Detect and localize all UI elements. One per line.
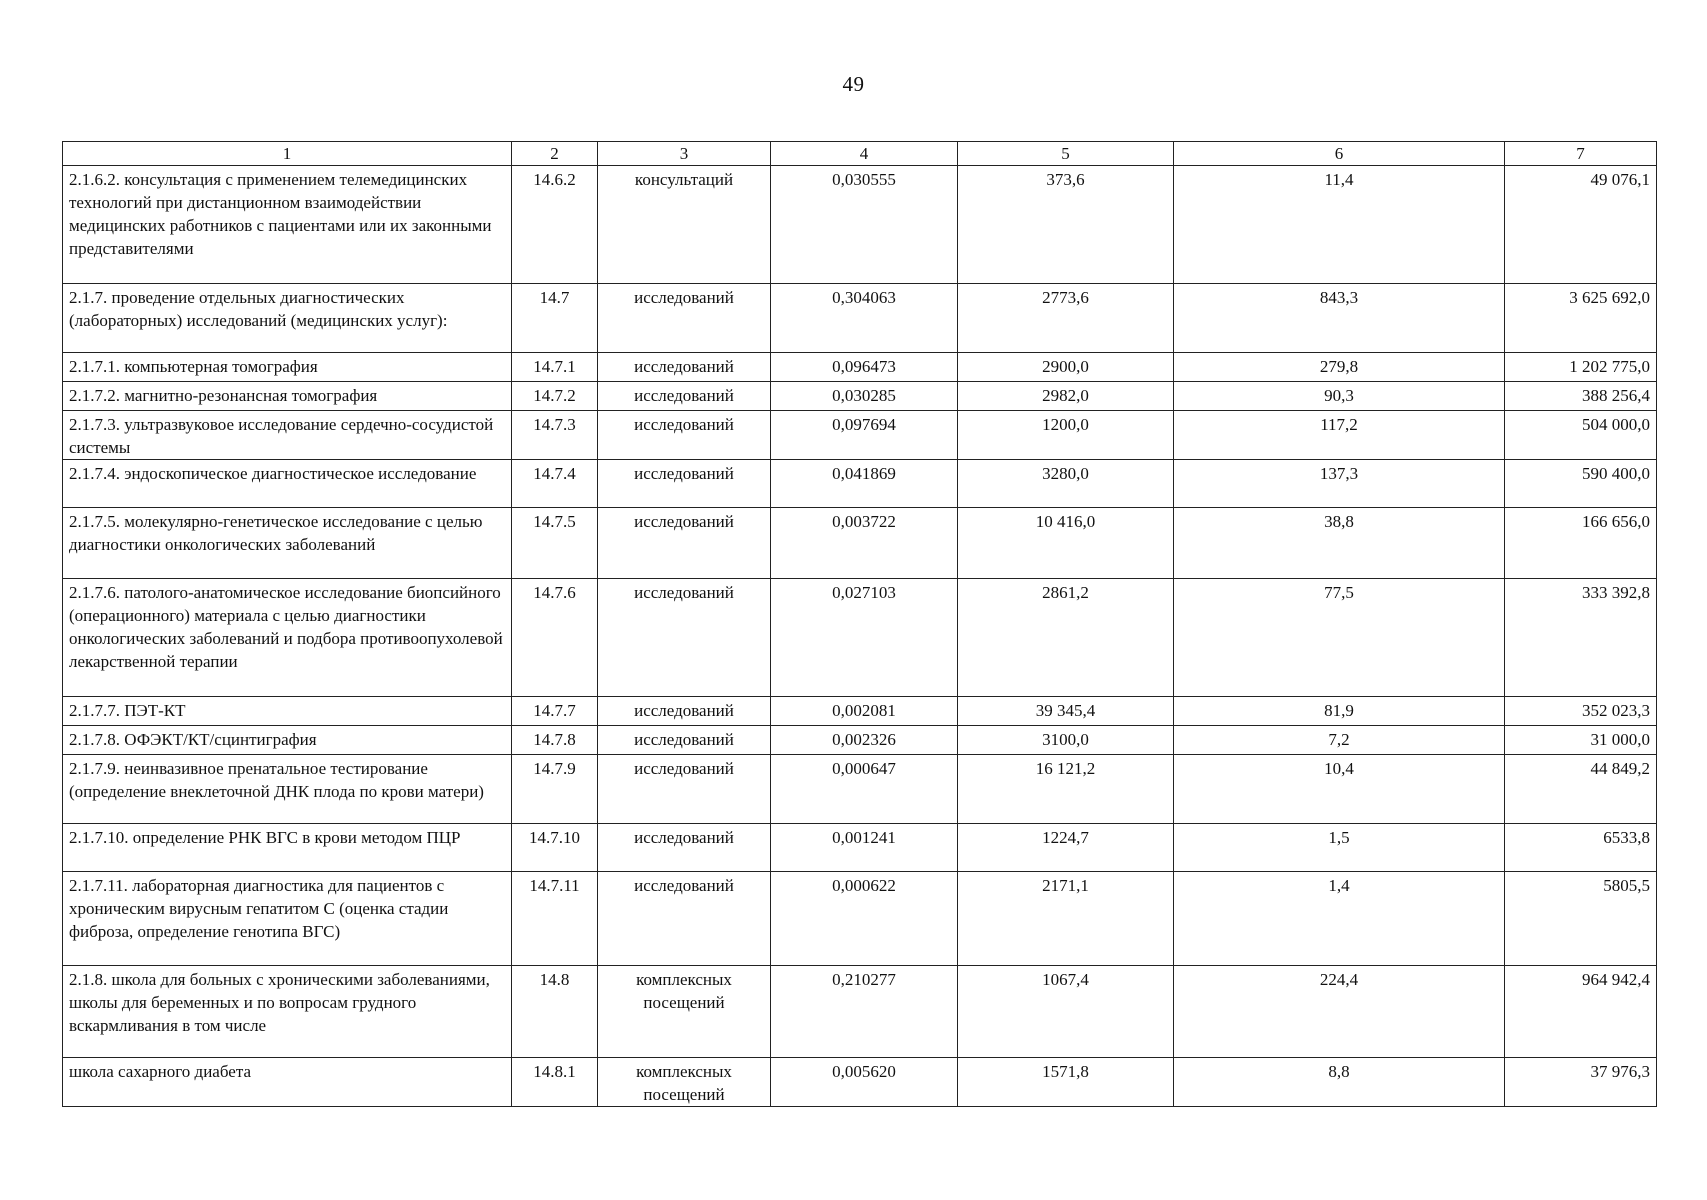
table-row <box>63 755 1657 824</box>
row-norm: 0,304063 <box>771 284 958 353</box>
row-code: 14.8.1 <box>512 1058 598 1107</box>
row-per-capita: 8,8 <box>1174 1058 1505 1107</box>
row-unit: исследований <box>598 697 771 726</box>
data-table <box>62 141 1657 1107</box>
row-unit: исследований <box>598 508 771 579</box>
row-total: 49 076,1 <box>1505 166 1657 284</box>
row-cost: 1200,0 <box>958 411 1174 460</box>
table-row <box>63 382 1657 411</box>
row-cost: 2900,0 <box>958 353 1174 382</box>
row-cost: 1224,7 <box>958 824 1174 872</box>
row-name: 2.1.7.2. магнитно-резонансная томография <box>63 382 512 411</box>
row-total: 964 942,4 <box>1505 966 1657 1058</box>
table-row <box>63 284 1657 353</box>
row-name: 2.1.7.6. патолого-анатомическое исследование биопсийного (операционного) материала с целью диагностики онкологических заболеваний и подбора противоопухолевой лекарственной терапии <box>63 579 512 697</box>
row-code: 14.7.8 <box>512 726 598 755</box>
row-name: 2.1.8. школа для больных с хроническими заболеваниями, школы для беременных и по вопросам грудного вскармливания в том числе <box>63 966 512 1058</box>
row-norm: 0,041869 <box>771 460 958 508</box>
row-code: 14.7.7 <box>512 697 598 726</box>
row-norm: 0,027103 <box>771 579 958 697</box>
row-per-capita: 224,4 <box>1174 966 1505 1058</box>
row-code: 14.7.9 <box>512 755 598 824</box>
row-code: 14.7.6 <box>512 579 598 697</box>
column-header-7: 7 <box>1505 142 1657 166</box>
row-code: 14.7.11 <box>512 872 598 966</box>
column-header-5: 5 <box>958 142 1174 166</box>
row-cost: 2773,6 <box>958 284 1174 353</box>
row-norm: 0,005620 <box>771 1058 958 1107</box>
row-cost: 3100,0 <box>958 726 1174 755</box>
row-name: 2.1.7.1. компьютерная томография <box>63 353 512 382</box>
row-total: 1 202 775,0 <box>1505 353 1657 382</box>
row-total: 6533,8 <box>1505 824 1657 872</box>
row-cost: 39 345,4 <box>958 697 1174 726</box>
row-norm: 0,097694 <box>771 411 958 460</box>
row-per-capita: 90,3 <box>1174 382 1505 411</box>
row-unit: исследований <box>598 460 771 508</box>
row-code: 14.7 <box>512 284 598 353</box>
row-name: 2.1.7.11. лабораторная диагностика для пациентов с хроническим вирусным гепатитом С (оценка стадии фиброза, определение генотипа ВГС) <box>63 872 512 966</box>
row-unit: комплексных посещений <box>598 966 771 1058</box>
row-total: 333 392,8 <box>1505 579 1657 697</box>
table-row <box>63 353 1657 382</box>
row-norm: 0,000647 <box>771 755 958 824</box>
row-norm: 0,002326 <box>771 726 958 755</box>
table-row <box>63 411 1657 460</box>
row-cost: 16 121,2 <box>958 755 1174 824</box>
row-name: 2.1.7. проведение отдельных диагностических (лабораторных) исследований (медицинских услуг): <box>63 284 512 353</box>
row-per-capita: 7,2 <box>1174 726 1505 755</box>
row-name: 2.1.7.5. молекулярно-генетическое исследование с целью диагностики онкологических заболеваний <box>63 508 512 579</box>
row-per-capita: 117,2 <box>1174 411 1505 460</box>
row-norm: 0,030285 <box>771 382 958 411</box>
row-code: 14.8 <box>512 966 598 1058</box>
row-total: 590 400,0 <box>1505 460 1657 508</box>
row-cost: 1571,8 <box>958 1058 1174 1107</box>
row-total: 352 023,3 <box>1505 697 1657 726</box>
table-row <box>63 966 1657 1058</box>
row-unit: консультаций <box>598 166 771 284</box>
row-unit: исследований <box>598 382 771 411</box>
column-header-4: 4 <box>771 142 958 166</box>
table-row <box>63 726 1657 755</box>
row-total: 5805,5 <box>1505 872 1657 966</box>
row-total: 504 000,0 <box>1505 411 1657 460</box>
row-unit: исследований <box>598 353 771 382</box>
row-code: 14.7.4 <box>512 460 598 508</box>
column-header-3: 3 <box>598 142 771 166</box>
row-cost: 3280,0 <box>958 460 1174 508</box>
column-header-6: 6 <box>1174 142 1505 166</box>
row-per-capita: 10,4 <box>1174 755 1505 824</box>
row-unit: исследований <box>598 755 771 824</box>
row-name: 2.1.7.9. неинвазивное пренатальное тестирование (определение внеклеточной ДНК плода по крови матери) <box>63 755 512 824</box>
row-cost: 2861,2 <box>958 579 1174 697</box>
row-norm: 0,002081 <box>771 697 958 726</box>
row-per-capita: 1,5 <box>1174 824 1505 872</box>
row-norm: 0,001241 <box>771 824 958 872</box>
page-number: 49 <box>842 72 865 96</box>
row-cost: 373,6 <box>958 166 1174 284</box>
row-norm: 0,096473 <box>771 353 958 382</box>
table-row <box>63 579 1657 697</box>
row-code: 14.7.3 <box>512 411 598 460</box>
row-code: 14.7.10 <box>512 824 598 872</box>
row-total: 388 256,4 <box>1505 382 1657 411</box>
row-unit: исследований <box>598 726 771 755</box>
row-unit: исследований <box>598 411 771 460</box>
table-row <box>63 824 1657 872</box>
row-name: 2.1.7.10. определение РНК ВГС в крови методом ПЦР <box>63 824 512 872</box>
table-row <box>63 166 1657 284</box>
row-code: 14.7.5 <box>512 508 598 579</box>
row-unit: исследований <box>598 579 771 697</box>
table-row <box>63 460 1657 508</box>
row-per-capita: 1,4 <box>1174 872 1505 966</box>
row-per-capita: 137,3 <box>1174 460 1505 508</box>
row-cost: 2171,1 <box>958 872 1174 966</box>
row-cost: 1067,4 <box>958 966 1174 1058</box>
column-header-2: 2 <box>512 142 598 166</box>
row-cost: 10 416,0 <box>958 508 1174 579</box>
table-row <box>63 1058 1657 1107</box>
row-code: 14.7.2 <box>512 382 598 411</box>
row-norm: 0,030555 <box>771 166 958 284</box>
row-total: 166 656,0 <box>1505 508 1657 579</box>
row-name: 2.1.7.4. эндоскопическое диагностическое исследование <box>63 460 512 508</box>
row-unit: комплексных посещений <box>598 1058 771 1107</box>
row-norm: 0,000622 <box>771 872 958 966</box>
row-code: 14.6.2 <box>512 166 598 284</box>
row-total: 31 000,0 <box>1505 726 1657 755</box>
table-row <box>63 872 1657 966</box>
row-total: 3 625 692,0 <box>1505 284 1657 353</box>
row-per-capita: 843,3 <box>1174 284 1505 353</box>
header-row <box>63 142 1657 166</box>
row-per-capita: 11,4 <box>1174 166 1505 284</box>
row-name: 2.1.6.2. консультация с применением телемедицинских технологий при дистанционном взаимодействии медицинских работников с пациентами или их законными представителями <box>63 166 512 284</box>
row-per-capita: 77,5 <box>1174 579 1505 697</box>
table-row <box>63 508 1657 579</box>
row-per-capita: 279,8 <box>1174 353 1505 382</box>
row-code: 14.7.1 <box>512 353 598 382</box>
row-per-capita: 81,9 <box>1174 697 1505 726</box>
row-unit: исследований <box>598 824 771 872</box>
row-name: 2.1.7.7. ПЭТ-КТ <box>63 697 512 726</box>
row-norm: 0,003722 <box>771 508 958 579</box>
table-row <box>63 697 1657 726</box>
row-unit: исследований <box>598 284 771 353</box>
row-total: 44 849,2 <box>1505 755 1657 824</box>
row-name: школа сахарного диабета <box>63 1058 512 1107</box>
row-total: 37 976,3 <box>1505 1058 1657 1107</box>
row-name: 2.1.7.3. ультразвуковое исследование сердечно-сосудистой системы <box>63 411 512 460</box>
row-norm: 0,210277 <box>771 966 958 1058</box>
row-unit: исследований <box>598 872 771 966</box>
row-name: 2.1.7.8. ОФЭКТ/КТ/сцинтиграфия <box>63 726 512 755</box>
row-per-capita: 38,8 <box>1174 508 1505 579</box>
row-cost: 2982,0 <box>958 382 1174 411</box>
column-header-1: 1 <box>63 142 512 166</box>
